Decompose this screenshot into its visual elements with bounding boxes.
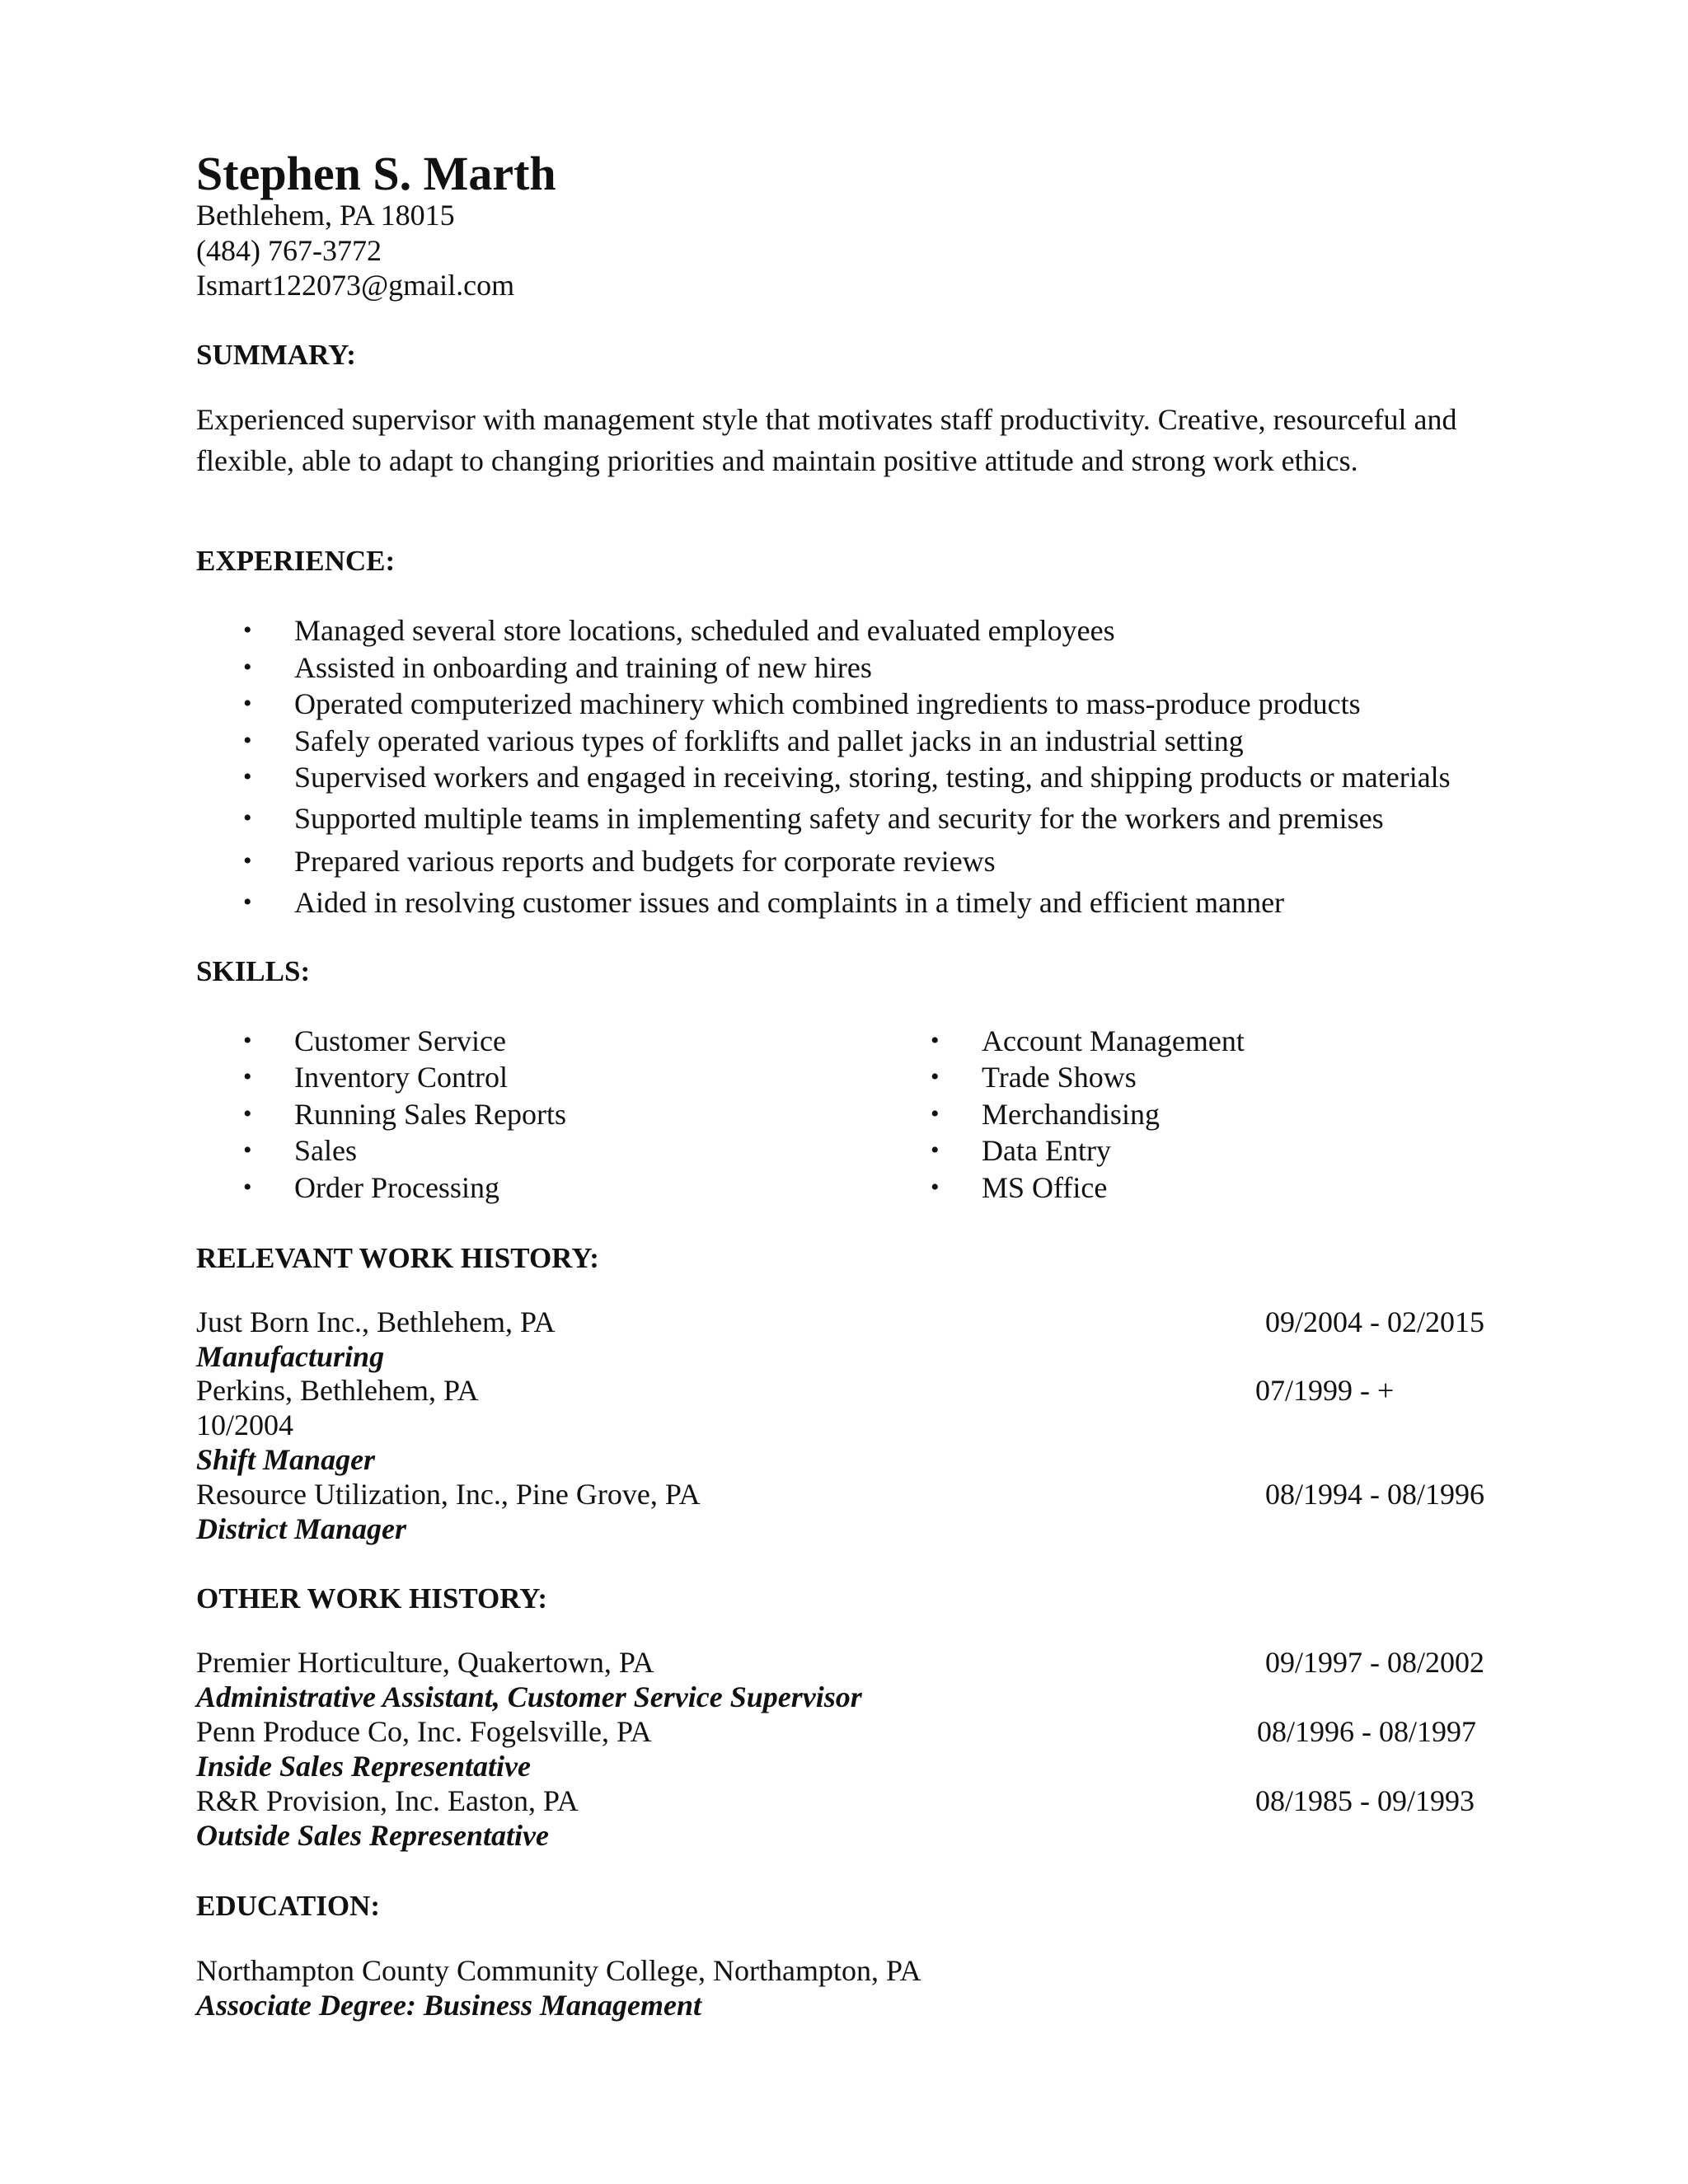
job-title: Manufacturing [196, 1340, 385, 1373]
bullet-icon: • [243, 888, 252, 916]
summary-text: Experienced supervisor with management style that motivates staff productivity. Creative, resourceful and flexible, able to adapt to changing priorities and maintain positive attitude and strong work ethics. [196, 403, 1457, 477]
employer: R&R Provision, Inc. Easton, PA [196, 1784, 579, 1817]
bullet-icon: • [931, 1174, 940, 1201]
job-title: District Manager [196, 1512, 407, 1545]
skills-heading: SKILLS: [196, 955, 311, 987]
bullet-icon: • [931, 1027, 940, 1054]
phone: (484) 767-3772 [196, 234, 382, 267]
employment-dates: 08/1985 - 09/1993 [1255, 1784, 1475, 1817]
employer: Perkins, Bethlehem, PA [196, 1374, 479, 1407]
job-title: Inside Sales Representative [196, 1750, 531, 1783]
employer: Resource Utilization, Inc., Pine Grove, PA [196, 1478, 701, 1511]
school: Northampton County Community College, Northampton, PA [196, 1954, 921, 1987]
job-title: Outside Sales Representative [196, 1819, 549, 1852]
employer: Penn Produce Co, Inc. Fogelsville, PA [196, 1715, 652, 1748]
bullet-icon: • [931, 1100, 940, 1127]
employment-dates: 08/1994 - 08/1996 [1265, 1478, 1484, 1511]
employment-dates: 07/1999 - + [1255, 1374, 1395, 1407]
relevant-work-heading: RELEVANT WORK HISTORY: [196, 1242, 599, 1274]
degree: Associate Degree: Business Management [196, 1989, 702, 2022]
summary-heading: SUMMARY: [196, 339, 356, 371]
bullet-icon: • [243, 763, 252, 790]
address: Bethlehem, PA 18015 [196, 199, 455, 232]
employment-dates: 09/1997 - 08/2002 [1265, 1646, 1484, 1679]
bullet-icon: • [243, 1063, 252, 1090]
bullet-icon: • [243, 847, 252, 874]
bullet-icon: • [931, 1063, 940, 1090]
bullet-icon: • [243, 1174, 252, 1201]
employment-dates-continued: 10/2004 [196, 1408, 294, 1441]
bullet-icon: • [243, 616, 252, 644]
email: Ismart122073@gmail.com [196, 269, 515, 302]
employment-dates: 09/2004 - 02/2015 [1265, 1305, 1484, 1338]
resume-page: Stephen S. Marth Bethlehem, PA 18015 (484) 767-3772 Ismart122073@gmail.com SUMMARY: Experienced supervisor with management style that motivates staff productivity. Creative, resourceful and flexible, able to adapt to changing priorities and maintain positive attitude and strong work ethics. EXPERIENCE: • Managed several store locations, scheduled and evaluated employees • Assisted in onboarding and training of new hires • Operated computerized machinery which combined ingredients to mass-produce products • Safely operated various types of forklifts and pallet jacks in an industrial setting • Supervised workers and engaged in receiving, storing, testing, and shipping products or materials • Supported multiple teams in implementing safety and security for the workers and premises • Prepared various reports and budgets for corporate reviews • Aided in resolving customer issues and complaints in a timely and efficient manner SKILLS: • Customer Service • Inventory Control • Running Sales Reports • Sales • Order Processing • Account Management • Trade Shows • Merchandising • Data Entry • MS Office RELEVANT WORK HISTORY: Just Born Inc., Bethlehem, PA 09/2004 - 02/2015 Manufacturing Perkins, Bethlehem, PA 07/1999 - + 10/2004 Shift Manager Resource Utilization, Inc., Pine Grove, PA 08/1994 - 08/1996 District Manager OTHER WORK HISTORY: Premier Horticulture, Quakertown, PA 09/1997 - 08/2002 Administrative Assistant, Customer Service Supervisor Penn Produce Co, Inc. Fogelsville, PA 08/1996 - 08/1997 Inside Sales Representative R&R Provision, Inc. Easton, PA 08/1985 - 09/1993 Outside Sales Representative EDUCATION: Northampton County Community College, Northampton, PA Associate Degree: Business Management [196, 147, 1484, 2022]
bullet-icon: • [931, 1137, 940, 1164]
bullet-icon: • [243, 804, 252, 832]
experience-heading: EXPERIENCE: [196, 545, 396, 577]
bullet-icon: • [243, 690, 252, 717]
applicant-name: Stephen S. Marth [196, 147, 556, 200]
bullet-icon: • [243, 654, 252, 681]
job-title: Shift Manager [196, 1443, 376, 1476]
employment-dates: 08/1996 - 08/1997 [1257, 1715, 1476, 1748]
bullet-icon: • [243, 1100, 252, 1127]
education-heading: EDUCATION: [196, 1890, 380, 1922]
job-title: Administrative Assistant, Customer Service Supervisor [196, 1680, 862, 1713]
bullet-icon: • [243, 727, 252, 754]
employer: Premier Horticulture, Quakertown, PA [196, 1646, 654, 1679]
other-work-heading: OTHER WORK HISTORY: [196, 1582, 548, 1615]
employer: Just Born Inc., Bethlehem, PA [196, 1305, 556, 1338]
bullet-icon: • [243, 1027, 252, 1054]
bullet-icon: • [243, 1137, 252, 1164]
